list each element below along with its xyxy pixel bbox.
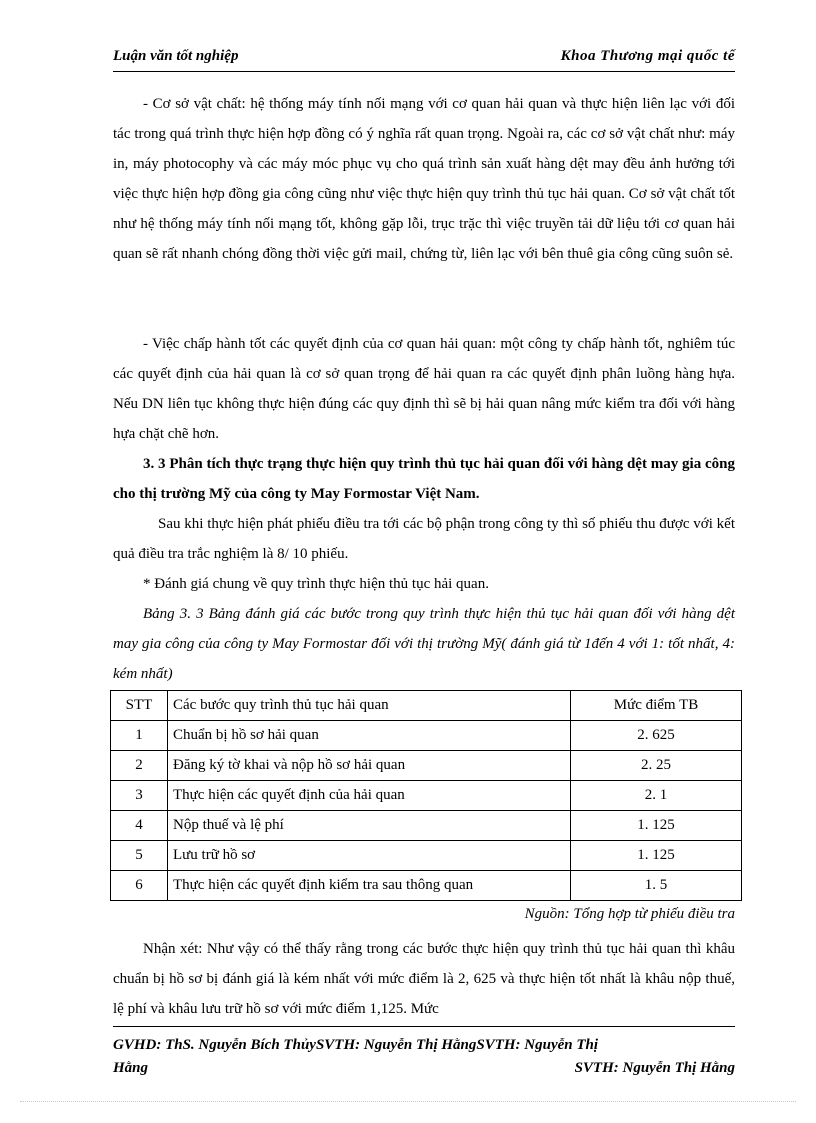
table-caption: Bảng 3. 3 Bảng đánh giá các bước trong quy trình thực hiện thủ tục hải quan đối với hàng dệt may gia công của công ty May Formostar đối với thị trường Mỹ( đánh giá từ 1đến 4 với 1: tốt nhất, 4: kém nhất) [113, 606, 735, 682]
paragraph-survey: Sau khi thực hiện phát phiếu điều tra tới các bộ phận trong công ty thì số phiếu thu được với kết quả điều tra trắc nghiệm là 8/ 10 phiếu. [113, 516, 735, 562]
cell-stt: 5 [111, 841, 168, 871]
page-bottom-border [20, 1101, 796, 1102]
cell-score: 2. 625 [571, 721, 742, 751]
cell-step: Nộp thuế và lệ phí [168, 811, 571, 841]
table-row [111, 811, 742, 841]
footer-line-1: GVHD: ThS. Nguyễn Bích ThủySVTH: Nguyễn Thị HằngSVTH: Nguyễn Thị [113, 1037, 599, 1053]
footer-line-2-left: Hằng [113, 1060, 149, 1076]
cell-step: Đăng ký tờ khai và nộp hồ sơ hải quan [168, 751, 571, 781]
cell-score: 2. 25 [571, 751, 742, 781]
cell-stt: 2 [111, 751, 168, 781]
cell-stt: 6 [111, 871, 168, 901]
footer-line-2 [113, 1057, 735, 1080]
header-divider [113, 71, 735, 72]
cell-score: 1. 5 [571, 871, 742, 901]
cell-step: Thực hiện các quyết định kiểm tra sau thông quan [168, 871, 571, 901]
cell-stt: 3 [111, 781, 168, 811]
table-row [111, 871, 742, 901]
table-row [111, 841, 742, 871]
footer-line-2-right: SVTH: Nguyễn Thị Hằng [574, 1060, 735, 1076]
footer-divider [113, 1026, 735, 1027]
table-row [111, 751, 742, 781]
header-faculty: Khoa Thương mại quốc tế [560, 48, 735, 64]
evaluation-table [110, 690, 742, 901]
page-footer [113, 1034, 735, 1080]
header-thesis-title: Luận văn tốt nghiệp [113, 48, 239, 64]
cell-score: 1. 125 [571, 841, 742, 871]
table-row [111, 721, 742, 751]
paragraph-overview: * Đánh giá chung về quy trình thực hiện thủ tục hải quan. [143, 576, 489, 592]
section-heading: 3. 3 Phân tích thực trạng thực hiện quy trình thủ tục hải quan đối với hàng dệt may gia công cho thị trường Mỹ của công ty May Formostar Việt Nam. [113, 456, 735, 502]
cell-score: 2. 1 [571, 781, 742, 811]
paragraph-compliance: - Việc chấp hành tốt các quyết định của cơ quan hải quan: một công ty chấp hành tốt, nghiêm túc các quyết định của hải quan là cơ sở quan trọng để hải quan ra các quyết định phân luồng hàng hựa. Nếu DN liên tục không thực hiện đúng các quy định thì sẽ bị hải quan nâng mức kiểm tra đối với hàng hựa chặt chẽ hơn. [113, 336, 735, 442]
header-stt: STT [111, 691, 168, 721]
cell-score: 1. 125 [571, 811, 742, 841]
page-header [113, 48, 735, 70]
cell-stt: 1 [111, 721, 168, 751]
table-row [111, 781, 742, 811]
paragraph-remarks: Nhận xét: Như vậy có thể thấy rằng trong các bước thực hiện quy trình thủ tục hải quan thì khâu chuẩn bị hồ sơ bị đánh giá là kém nhất với mức điểm là 2, 625 và thực hiện tốt nhất là khâu nộp thuế, lệ phí và khâu lưu trữ hồ sơ với mức điểm 1,125. Mức [113, 941, 735, 1017]
paragraph-facilities: - Cơ sở vật chất: hệ thống máy tính nối mạng với cơ quan hải quan và thực hiện liên lạc với đối tác trong quá trình thực hiện hợp đồng có ý nghĩa rất quan trọng. Ngoài ra, các cơ sở vật chất như: máy in, máy photocophy và các máy móc phục vụ cho quá trình sản xuất hàng dệt may đều ảnh hưởng tới việc thực hiện hợp đồng gia công cũng như việc thực hiện quy trình thủ tục hải quan. Cơ sở vật chất tốt như hệ thống máy tính nối mạng tốt, không gặp lỗi, trục trặc thì việc truyền tải dữ liệu tới cơ quan hải quan sẽ rất nhanh chóng đồng thời việc gửi mail, chứng từ, liên lạc với bên thuê gia công cũng suôn sẻ. [113, 96, 735, 262]
header-score: Mức điểm TB [571, 691, 742, 721]
cell-step: Lưu trữ hồ sơ [168, 841, 571, 871]
cell-stt: 4 [111, 811, 168, 841]
header-step: Các bước quy trình thủ tục hải quan [168, 691, 571, 721]
cell-step: Thực hiện các quyết định của hải quan [168, 781, 571, 811]
cell-step: Chuẩn bị hồ sơ hải quan [168, 721, 571, 751]
table-header-row [111, 691, 742, 721]
table-source-note: Nguồn: Tổng hợp từ phiếu điều tra [524, 906, 735, 922]
